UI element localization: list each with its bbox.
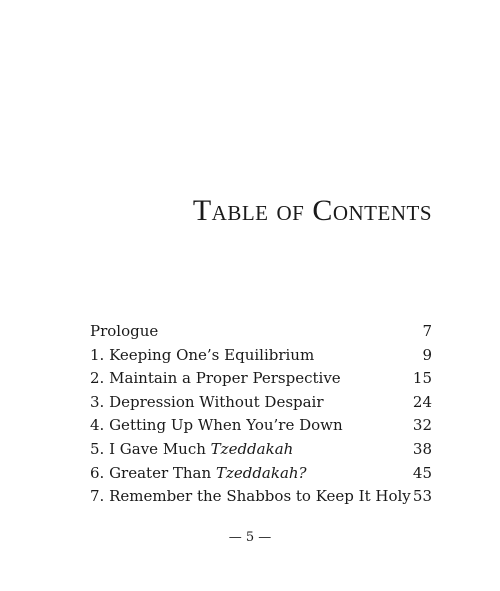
toc-entry-chapter-2 — [90, 367, 432, 391]
toc-entry-chapter-5 — [90, 438, 432, 462]
toc-entry-chapter-7 — [90, 485, 432, 509]
toc-entry-label: 4. Getting Up When You’re Down — [90, 416, 343, 435]
toc-entry-label: 2. Maintain a Proper Perspective — [90, 369, 341, 388]
toc-entry-page-number: 9 — [422, 345, 432, 364]
page-title: Table of Contents — [192, 194, 432, 227]
toc-entry-chapter-4 — [90, 414, 432, 438]
toc-entry-label: Prologue — [90, 322, 159, 340]
toc-entry-label: 1. Keeping One’s Equilibrium — [90, 345, 315, 364]
toc-entry-page-number: 32 — [412, 416, 432, 435]
toc-entry-chapter-1 — [90, 344, 432, 368]
toc-entry-label: 3. Depression Without Despair — [90, 392, 324, 411]
toc-entry-label: 5. I Gave Much Tzeddakah — [90, 439, 294, 458]
toc-entry-page-number: 45 — [412, 463, 432, 482]
toc-entry-label: 7. Remember the Shabbos to Keep It Holy — [90, 487, 411, 506]
toc-entry-page-number: 38 — [412, 439, 432, 458]
toc-entry-chapter-3 — [90, 391, 432, 415]
toc-entry-chapter-6 — [90, 462, 432, 486]
toc-entry-page-number: 15 — [412, 369, 432, 388]
toc-entry-page-number: 53 — [412, 487, 432, 506]
toc-entry-page-number: 7 — [422, 322, 432, 340]
toc-entry-label: 6. Greater Than Tzeddakah? — [90, 463, 307, 482]
page-number-footer: — 5 — — [228, 530, 272, 545]
table-of-contents — [90, 320, 432, 509]
toc-entry-prologue — [90, 320, 432, 344]
toc-entry-page-number: 24 — [412, 392, 432, 411]
